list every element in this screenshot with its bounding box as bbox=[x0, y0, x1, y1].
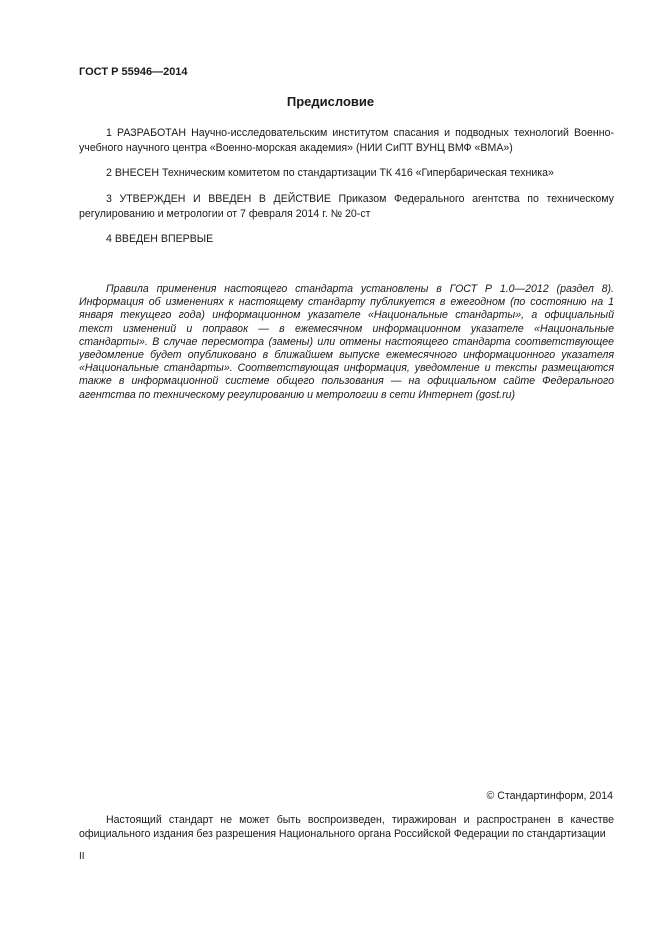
foreword-item-3 bbox=[79, 192, 614, 221]
foreword-item-2 bbox=[79, 166, 614, 181]
item-number: 1 bbox=[106, 127, 112, 139]
note-text: Правила применения настоящего стандарта установлены в ГОСТ Р 1.0—2012 (раздел 8). Информация об изменениях к настоящему стандарту публикуется в ежегодном (по состоянию на 1 января текущего года) информационном указателе «Национальные стандарты», а официальный текст изменений и поправок — в ежемесячном информационном указателе «Национальные стандарты». В случае пересмотра (замены) или отмены настоящего стандарта соответствующее уведомление будет опубликовано в ближайшем выпуске ежемесячного информационного указателя «Национальные стандарты». Соответствующая информация, уведомление и тексты размещаются также в информационной системе общего пользования — на официальном сайте Федерального агентства по техническому регулированию и метрологии в сети Интернет (gost.ru) bbox=[79, 283, 614, 401]
item-number: 3 bbox=[106, 193, 112, 205]
copyright-notice: © Стандартинформ, 2014 bbox=[486, 790, 613, 802]
foreword-item-4 bbox=[79, 232, 614, 247]
page-title: Предисловие bbox=[286, 94, 375, 109]
document-code: ГОСТ Р 55946—2014 bbox=[79, 66, 188, 78]
item-text: Научно-исследовательским институтом спасания и подводных технологий Военно-учебного научного центра «Военно-морская академия» (НИИ СиПТ ВУНЦ ВМФ «ВМА») bbox=[79, 127, 614, 154]
item-lead: ВНЕСЕН bbox=[114, 167, 160, 179]
item-number: 2 bbox=[106, 167, 112, 179]
reproduction-notice bbox=[79, 814, 614, 841]
item-number: 4 bbox=[106, 233, 112, 245]
notice-text: Настоящий стандарт не может быть воспроизведен, тиражирован и распространен в качестве официального издания без разрешения Национального органа Российской Федерации по стандартизации bbox=[79, 814, 614, 840]
item-text: Приказом Федерального агентства по техническому регулированию и метрологии от 7 февраля 2014 г. № 20-ст bbox=[79, 193, 614, 220]
item-lead: ВВЕДЕН ВПЕРВЫЕ bbox=[114, 233, 214, 245]
item-lead: РАЗРАБОТАН bbox=[116, 127, 187, 139]
item-text: Техническим комитетом по стандартизации ТК 416 «Гипербарическая техника» bbox=[159, 167, 554, 179]
item-lead: УТВЕРЖДЕН И ВВЕДЕН В ДЕЙСТВИЕ bbox=[119, 193, 331, 205]
page-number: II bbox=[79, 851, 85, 862]
foreword-item-1 bbox=[79, 126, 614, 155]
standard-application-note bbox=[79, 283, 614, 402]
